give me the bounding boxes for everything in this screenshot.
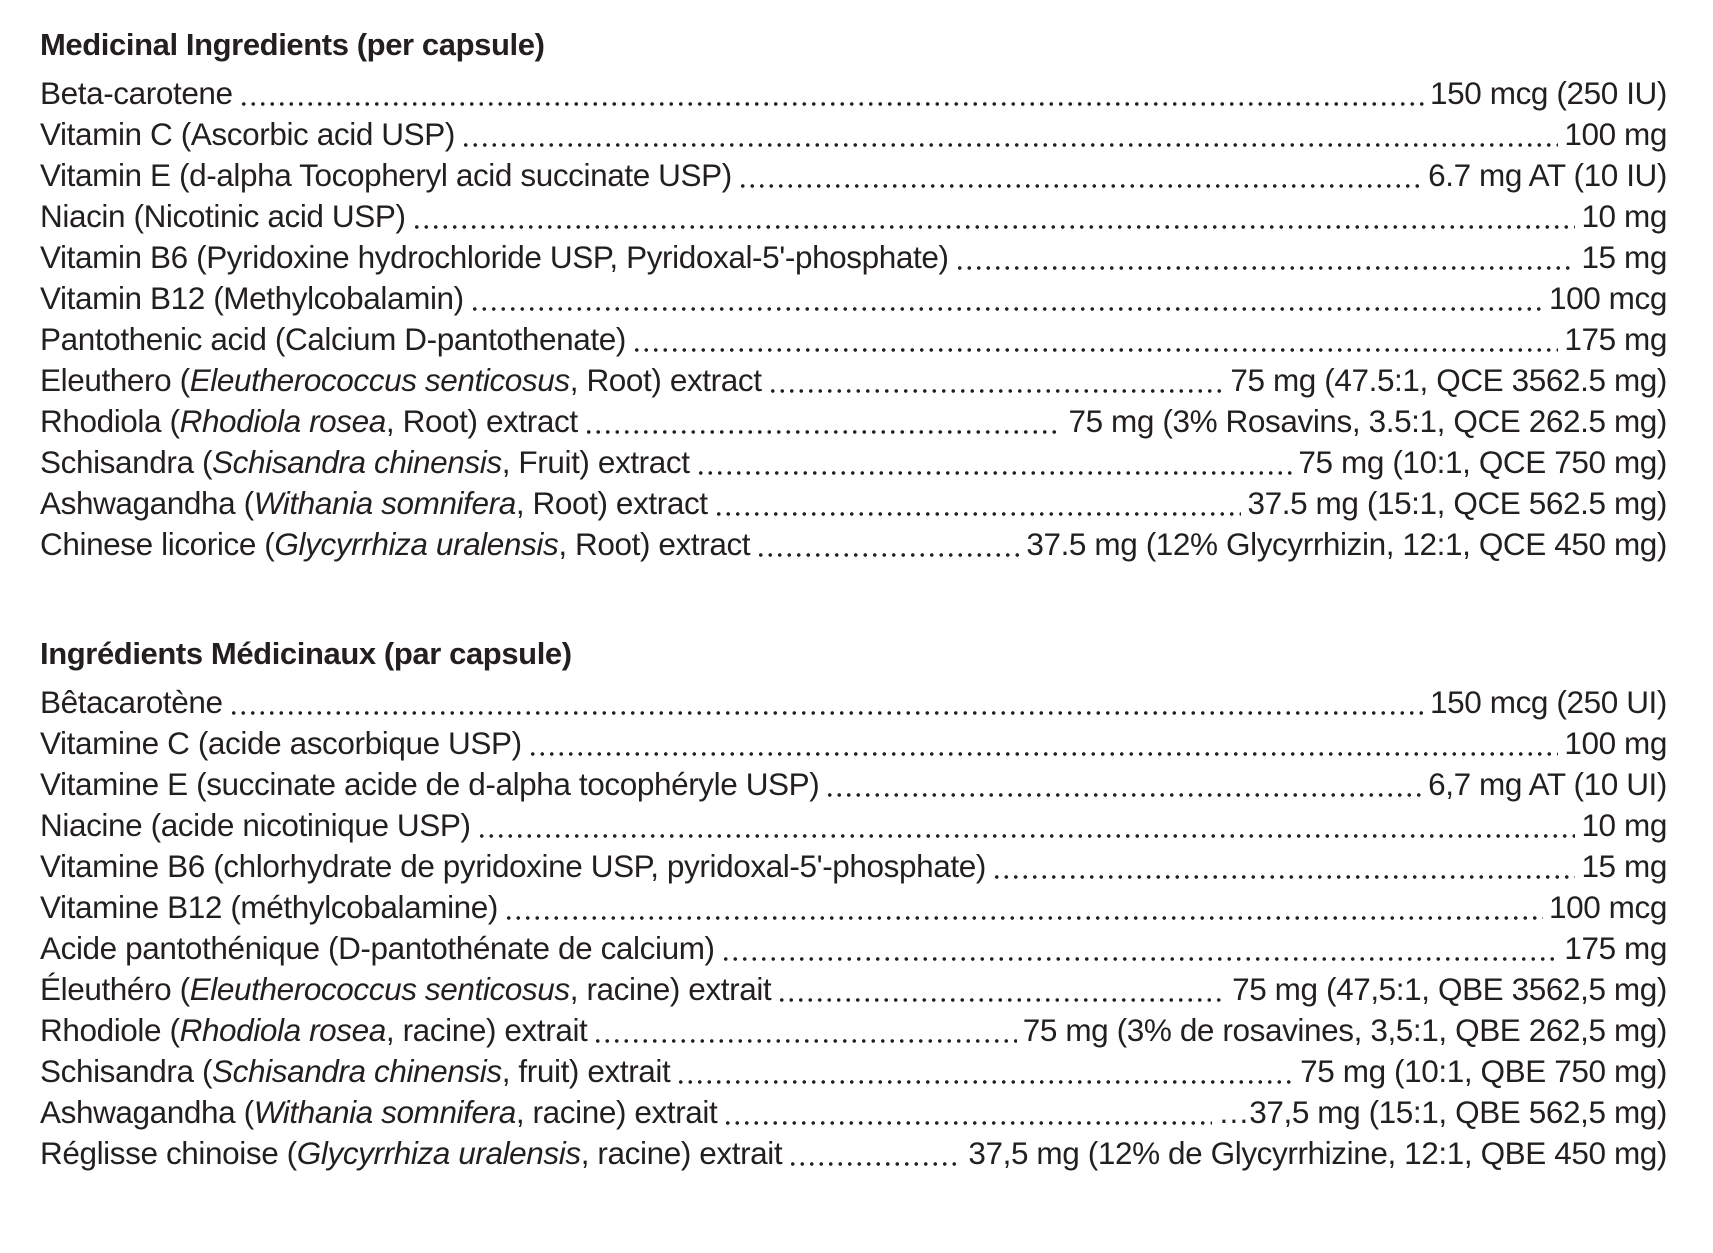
ingredient-name: Niacine (acide nicotinique USP) — [40, 807, 471, 843]
ingredient-row — [40, 278, 1667, 319]
ingredient-amount: 175 mg — [1564, 321, 1667, 357]
ingredient-name: Chinese licorice (Glycyrrhiza uralensis, Root) extract — [40, 526, 751, 562]
ingredient-row — [40, 319, 1667, 360]
ingredient-row — [40, 237, 1667, 278]
ingredient-amount: 100 mcg — [1548, 889, 1667, 925]
dot-leader — [712, 483, 1244, 524]
dot-leader — [459, 114, 1560, 155]
ingredient-amount: 37.5 mg (12% Glycyrrhizin, 12:1, QCE 450 mg) — [1026, 526, 1667, 562]
ingredient-name: Vitamin B6 (Pyridoxine hydrochloride USP, Pyridoxal-5'-phosphate) — [40, 239, 949, 275]
ingredient-row — [40, 1133, 1667, 1174]
dot-leader — [410, 196, 1578, 237]
dot-leader — [475, 805, 1578, 846]
dot-leader — [468, 278, 1545, 319]
ingredient-name: Niacin (Nicotinic acid USP) — [40, 198, 406, 234]
dot-leader — [630, 319, 1560, 360]
ingredient-name: Vitamine B12 (méthylcobalamine) — [40, 889, 498, 925]
ingredient-amount: 75 mg (3% Rosavins, 3.5:1, QCE 262.5 mg) — [1068, 403, 1667, 439]
dot-leader — [227, 682, 1426, 723]
ingredient-row — [40, 723, 1667, 764]
ingredient-row — [40, 114, 1667, 155]
ingredient-name: Éleuthéro (Eleutherococcus senticosus, racine) extrait — [40, 971, 772, 1007]
ingredient-name: Vitamin B12 (Methylcobalamin) — [40, 280, 464, 316]
section-english — [40, 24, 1667, 565]
ingredient-amount: 75 mg (47.5:1, QCE 3562.5 mg) — [1230, 362, 1667, 398]
ingredient-amount: 150 mcg (250 UI) — [1430, 684, 1667, 720]
ingredient-name: Ashwagandha (Withania somnifera, racine) extrait — [40, 1094, 718, 1130]
ingredient-amount: 150 mcg (250 IU) — [1430, 75, 1667, 111]
section-heading-english: Medicinal Ingredients (per capsule) — [40, 27, 545, 62]
ingredient-list-english — [40, 73, 1667, 565]
ingredient-row — [40, 1010, 1667, 1051]
dot-leader — [786, 1133, 964, 1174]
ingredient-name: Ashwagandha (Withania somnifera, Root) extract — [40, 485, 708, 521]
ingredient-name: Pantothenic acid (Calcium D-pantothenate) — [40, 321, 626, 357]
ingredient-amount: 10 mg — [1581, 807, 1667, 843]
ingredient-amount: 100 mg — [1564, 116, 1667, 152]
ingredient-row — [40, 764, 1667, 805]
ingredient-amount: 15 mg — [1581, 239, 1667, 275]
ingredient-row — [40, 155, 1667, 196]
ingredient-name: Vitamin C (Ascorbic acid USP) — [40, 116, 455, 152]
ingredient-name: Rhodiole (Rhodiola rosea, racine) extrait — [40, 1012, 588, 1048]
ingredient-row — [40, 1051, 1667, 1092]
ingredient-name: Vitamine B6 (chlorhydrate de pyridoxine USP, pyridoxal-5'-phosphate) — [40, 848, 986, 884]
ingredient-name: Eleuthero (Eleutherococcus senticosus, Root) extract — [40, 362, 762, 398]
ingredient-row — [40, 928, 1667, 969]
dot-leader — [502, 887, 1545, 928]
ingredient-row — [40, 887, 1667, 928]
dot-leader — [766, 360, 1227, 401]
ingredient-row — [40, 805, 1667, 846]
ingredient-amount: …37,5 mg (15:1, QBE 562,5 mg) — [1218, 1094, 1667, 1130]
dot-leader — [694, 442, 1295, 483]
ingredient-name: Bêtacarotène — [40, 684, 223, 720]
dot-leader — [736, 155, 1424, 196]
section-french — [40, 633, 1667, 1174]
ingredient-amount: 6.7 mg AT (10 IU) — [1428, 157, 1667, 193]
ingredient-name: Schisandra (Schisandra chinensis, fruit) extrait — [40, 1053, 671, 1089]
ingredient-amount: 75 mg (47,5:1, QBE 3562,5 mg) — [1232, 971, 1667, 1007]
dot-leader — [674, 1051, 1296, 1092]
dot-leader — [719, 928, 1561, 969]
ingredient-amount: 37,5 mg (12% de Glycyrrhizine, 12:1, QBE 450 mg) — [968, 1135, 1667, 1171]
ingredient-name: Réglisse chinoise (Glycyrrhiza uralensis, racine) extrait — [40, 1135, 783, 1171]
ingredient-row — [40, 196, 1667, 237]
ingredient-row — [40, 483, 1667, 524]
ingredient-amount: 37.5 mg (15:1, QCE 562.5 mg) — [1247, 485, 1667, 521]
dot-leader — [823, 764, 1424, 805]
ingredient-name: Beta-carotene — [40, 75, 233, 111]
ingredient-name: Vitamin E (d-alpha Tocopheryl acid succinate USP) — [40, 157, 732, 193]
dot-leader — [591, 1010, 1018, 1051]
ingredient-name: Vitamine E (succinate acide de d-alpha tocophéryle USP) — [40, 766, 820, 802]
dot-leader — [526, 723, 1561, 764]
ingredient-row — [40, 524, 1667, 565]
ingredient-row — [40, 846, 1667, 887]
ingredient-amount: 75 mg (3% de rosavines, 3,5:1, QBE 262,5 mg) — [1022, 1012, 1667, 1048]
dot-leader — [953, 237, 1578, 278]
ingredient-row — [40, 969, 1667, 1010]
ingredient-name: Vitamine C (acide ascorbique USP) — [40, 725, 522, 761]
ingredient-amount: 100 mg — [1564, 725, 1667, 761]
ingredient-row — [40, 682, 1667, 723]
ingredient-amount: 175 mg — [1564, 930, 1667, 966]
dot-leader — [754, 524, 1022, 565]
ingredient-amount: 6,7 mg AT (10 UI) — [1428, 766, 1667, 802]
ingredient-amount: 15 mg — [1581, 848, 1667, 884]
ingredient-name: Acide pantothénique (D-pantothénate de calcium) — [40, 930, 715, 966]
ingredient-row — [40, 1092, 1667, 1133]
dot-leader — [990, 846, 1578, 887]
ingredient-name: Rhodiola (Rhodiola rosea, Root) extract — [40, 403, 578, 439]
dot-leader — [775, 969, 1228, 1010]
ingredient-row — [40, 401, 1667, 442]
dot-leader — [721, 1092, 1214, 1133]
dot-leader — [237, 73, 1426, 114]
ingredient-amount: 75 mg (10:1, QCE 750 mg) — [1298, 444, 1667, 480]
ingredient-row — [40, 442, 1667, 483]
section-heading-french: Ingrédients Médicinaux (par capsule) — [40, 636, 572, 671]
ingredient-amount: 75 mg (10:1, QBE 750 mg) — [1300, 1053, 1667, 1089]
dot-leader — [582, 401, 1065, 442]
ingredient-list-french — [40, 682, 1667, 1174]
ingredient-amount: 100 mcg — [1548, 280, 1667, 316]
ingredient-row — [40, 73, 1667, 114]
ingredient-name: Schisandra (Schisandra chinensis, Fruit) extract — [40, 444, 690, 480]
ingredient-row — [40, 360, 1667, 401]
ingredient-amount: 10 mg — [1581, 198, 1667, 234]
